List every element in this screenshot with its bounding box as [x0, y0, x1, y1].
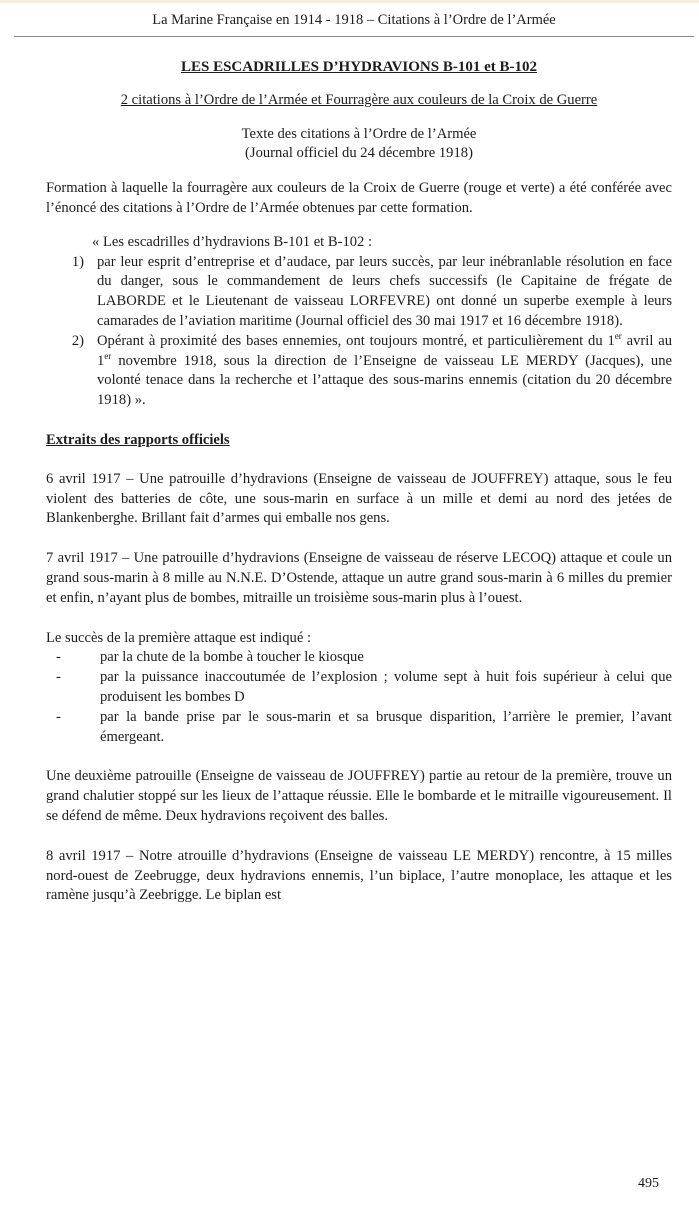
dash-bullet: -	[56, 669, 61, 686]
dash-bullet: -	[56, 708, 61, 725]
list-item: - par la chute de la bombe à toucher le kiosque	[46, 648, 672, 668]
top-edge-strip	[0, 0, 699, 3]
list-item: - par la bande prise par le sous-marin et sa brusque disparition, l’arrière le premier, l’avant émergeant.	[56, 708, 672, 745]
report-paragraph: 7 avril 1917 – Une patrouille d’hydravions (Enseigne de vaisseau de réserve LECOQ) attaque et coule un grand sous-marin à 8 mille au N.N.E. D’Ostende, attaque un autre grand sous-marin à 6 milles du premier et enfin, n’ayant plus de bombes, mitraille un troisième sous-marin plus à l’ouest.	[46, 550, 672, 606]
journal-reference: (Journal officiel du 24 décembre 1918)	[245, 145, 473, 162]
superscript: er	[104, 350, 112, 361]
subtitle: 2 citations à l’Ordre de l’Armée et Fourragère aux couleurs de la Croix de Guerre	[120, 91, 598, 108]
success-list	[46, 648, 672, 747]
citation-source-block	[46, 125, 672, 165]
citation-text: par leur esprit d’entreprise et d’audace, par leurs succès, par leur inébranlable résolution en face du danger, sous le commandement de leurs chefs successifs (le Capitaine de frégate de LABORDE et le Lieutenant de vaisseau LORFEVRE) ont donné un superbe exemple à leurs camarades de l’aviation maritime (Journal officiel des 30 mai 1917 et 16 décembre 1918).	[97, 253, 672, 329]
citation-intro: « Les escadrilles d’hydravions B-101 et B-102 :	[92, 233, 373, 250]
texte-heading: Texte des citations à l’Ordre de l’Armée	[241, 125, 477, 142]
report-paragraph: 6 avril 1917 – Une patrouille d’hydravions (Enseigne de vaisseau de JOUFFREY) attaque, sous le feu violent des batteries de côte, une sous-marin en surface à un mille et demi au nord des jetées de Blankenberghe. Brillant fait d’armes qui emballe nos gens.	[46, 470, 672, 527]
citation-number: 2)	[71, 332, 84, 349]
citation-text: Opérant à proximité des bases ennemies, ont toujours montré, et particulièrement du 1er avril au 1er novembre 1918, sous la direction de l’Enseigne de vaisseau LE MERDY (Jacques), une volonté tenace dans la recherche et l’attaque des sous-marins ennemis (citation du 20 décembre 1918) ».	[97, 330, 672, 409]
page-title: LES ESCADRILLES D’HYDRAVIONS B-101 et B-102	[180, 59, 538, 75]
superscript: er	[614, 330, 622, 341]
list-item: - par la puissance inaccoutumée de l’explosion ; volume sept à huit fois supérieur à celui que produisent les bombes D	[56, 669, 672, 705]
extraits-heading: Extraits des rapports officiels	[46, 431, 230, 448]
success-intro: Le succès de la première attaque est indiqué :	[46, 629, 312, 646]
citation-block	[46, 233, 672, 411]
page-body	[46, 58, 672, 926]
citation-item-1	[46, 253, 672, 332]
running-header: La Marine Française en 1914 - 1918 – Citations à l’Ordre de l’Armée	[14, 6, 694, 37]
dash-bullet: -	[56, 649, 61, 666]
citation-item-2	[46, 332, 672, 411]
report-paragraph: Une deuxième patrouille (Enseigne de vaisseau de JOUFFREY) partie au retour de la première, trouve un grand chalutier stoppé sur les lieux de l’attaque réussie. Elle le bombarde et le mitraille vigoureusement. Il se défend de même. Deux hydravions reçoivent des balles.	[46, 768, 672, 824]
page-number: 495	[638, 1176, 659, 1191]
report-paragraph: 8 avril 1917 – Notre atrouille d’hydravions (Enseigne de vaisseau LE MERDY) rencontre, à 15 milles nord-ouest de Zeebrugge, deux hydravions ennemis, l’un biplace, l’autre monoplace, les attaque et les ramène jusqu’à Zeebrigge. Le biplan est	[46, 847, 672, 904]
intro-paragraph: Formation à laquelle la fourragère aux couleurs de la Croix de Guerre (rouge et verte) a été conférée avec l’énoncé des citations à l’Ordre de l’Armée obtenues par cette formation.	[46, 180, 672, 216]
citation-number: 1)	[71, 253, 84, 270]
